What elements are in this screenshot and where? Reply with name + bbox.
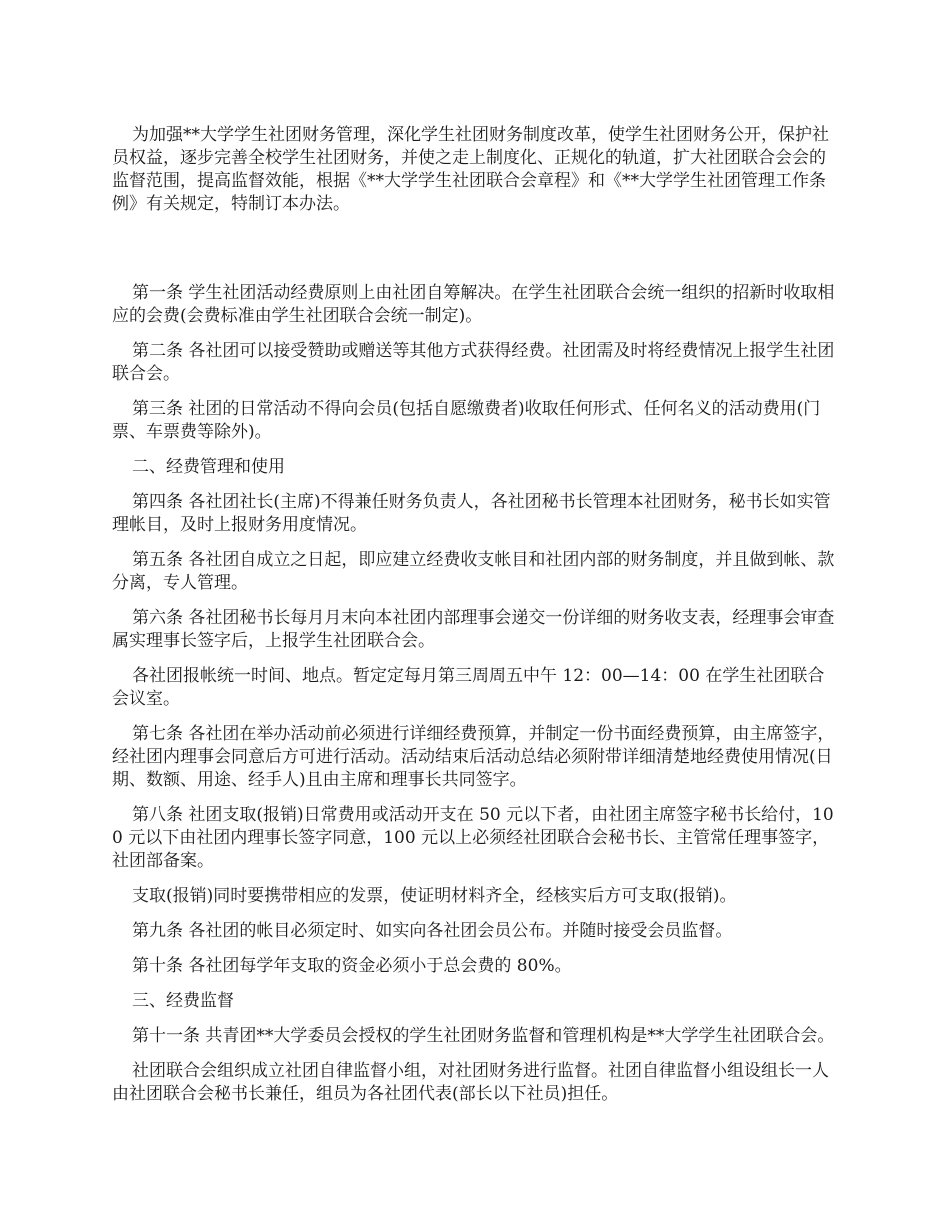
reimbursement-paragraph: 支取(报销)同时要携带相应的发票，使证明材料齐全，经核实后方可支取(报销)。 — [132, 886, 737, 906]
article-7: 第七条 各社团在举办活动前必须进行详细经费预算，并制定一份书面经费预算，由主席签字，经社团内理事会同意后方可进行活动。活动结束后活动总结必须附带详细清楚地经费使用情况(日期、数额、用途、经手人)且由主席和理事长共同签字。 — [112, 724, 835, 790]
article-3: 第三条 社团的日常活动不得向会员(包括自愿缴费者)收取任何形式、任何名义的活动费用(门票、车票费等除外)。 — [112, 399, 821, 442]
article-1: 第一条 学生社团活动经费原则上由社团自筹解决。在学生社团联合会统一组织的招新时收取相应的会费(会费标准由学生社团联合会统一制定)。 — [112, 283, 835, 326]
article-5: 第五条 各社团自成立之日起，即应建立经费收支帐目和社团内部的财务制度，并且做到帐、款分离，专人管理。 — [112, 550, 835, 593]
article-4: 第四条 各社团社长(主席)不得兼任财务负责人，各社团秘书长管理本社团财务，秘书长如实管理帐目，及时上报财务用度情况。 — [112, 492, 831, 535]
reporting-schedule-paragraph: 各社团报帐统一时间、地点。暂定定每月第三周周五中午 12：00—14：00 在学生社团联合会议室。 — [112, 666, 825, 709]
supervision-group-paragraph: 社团联合会组织成立社团自律监督小组，对社团财务进行监督。社团自律监督小组设组长一人由社团联合会秘书长兼任，组员为各社团代表(部长以下社员)担任。 — [112, 1061, 829, 1104]
article-2: 第二条 各社团可以接受赞助或赠送等其他方式获得经费。社团需及时将经费情况上报学生社团联合会。 — [112, 341, 835, 384]
section-heading-2: 二、经费管理和使用 — [132, 457, 285, 477]
article-6: 第六条 各社团秘书长每月月末向本社团内部理事会递交一份详细的财务收支表，经理事会审查属实理事长签字后，上报学生社团联合会。 — [112, 608, 835, 651]
article-8: 第八条 社团支取(报销)日常费用或活动开支在 50 元以下者，由社团主席签字秘书长给付，100 元以下由社团内理事长签字同意，100 元以上必须经社团联合会秘书长、主管常任理事签字，社团部备案。 — [112, 805, 834, 871]
article-10: 第十条 各社团每学年支取的资金必须小于总会费的 80%。 — [132, 956, 572, 976]
intro-paragraph: 为加强**大学学生社团财务管理，深化学生社团财务制度改革，使学生社团财务公开，保护社员权益，逐步完善全校学生社团财务，并使之走上制度化、正规化的轨道，扩大社团联合会会的监督范围，提高监督效能，根据《**大学学生社团联合会章程》和《**大学学生社团管理工作条例》有关规定，特制订本办法。 — [112, 125, 829, 214]
article-list — [112, 282, 840, 1106]
section-heading-3: 三、经费监督 — [132, 991, 234, 1011]
article-9: 第九条 各社团的帐目必须定时、如实向各社团会员公布。并随时接受会员监督。 — [132, 921, 733, 941]
article-11: 第十一条 共青团**大学委员会授权的学生社团财务监督和管理机构是**大学学生社团联合会。 — [132, 1026, 835, 1046]
document-body — [112, 124, 840, 1118]
